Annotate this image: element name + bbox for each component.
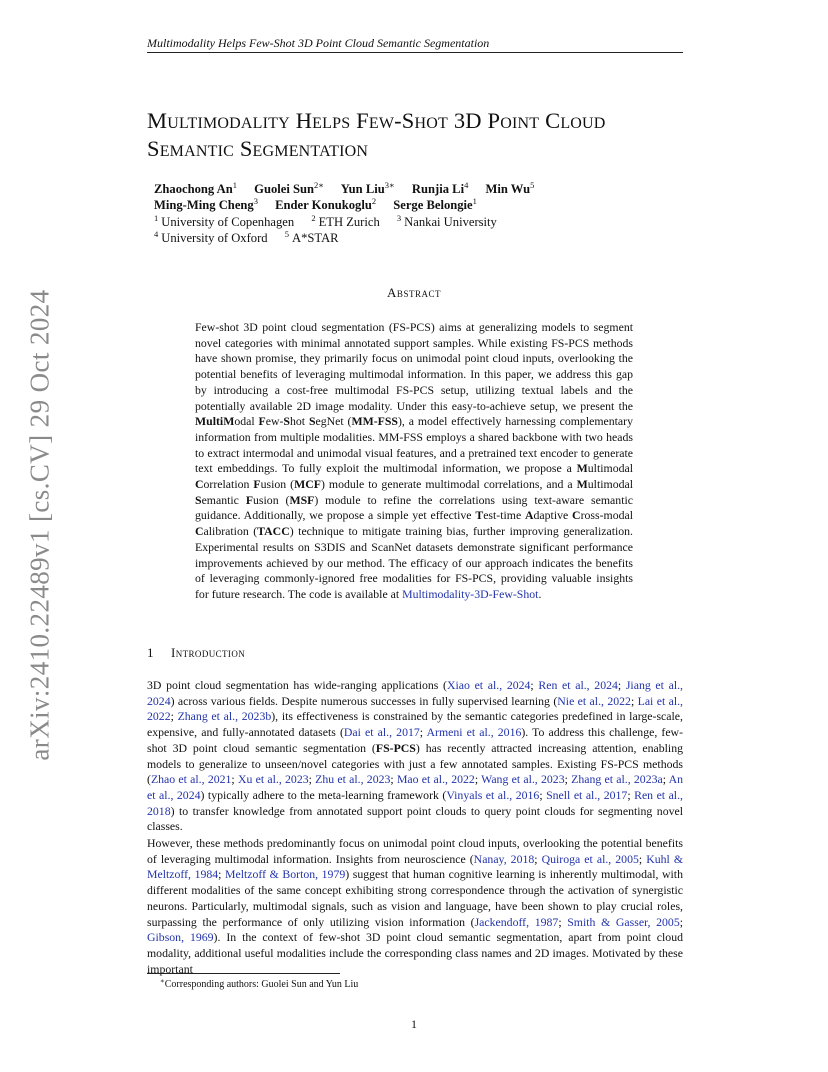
author: Runjia Li$^4$ (411, 180, 469, 196)
section-title: Introduction (171, 645, 246, 660)
citation-link[interactable]: Wang et al., 2023 (481, 772, 565, 787)
citation-link[interactable]: Vinyals et al., 2016 (446, 787, 540, 802)
citation-link[interactable]: Smith & Gasser, 2005 (567, 914, 680, 929)
affiliation-row-1 (154, 214, 511, 230)
citation-link[interactable]: Jackendoff, 1987 (474, 914, 559, 929)
section-number: 1 (147, 645, 154, 660)
abstract-body: Few-shot 3D point cloud segmentation (FS-PCS) aims at generalizing models to segment novel categories with minimal annotated support samples. While existing FS-PCS methods have shown promise, they primarily focus on unimodal point cloud inputs, overlooking the potential benefits of leveraging multimodal information. In this paper, we address this gap by introducing a cost-free multimodal FS-PCS setup, utilizing textual labels and the potentially available 2D image modality. Under this easy-to-achieve setup, we present the MultiModal Few-Shot SegNet (MM-FSS), a model effectively harnessing complementary information from multiple modalities. MM-FSS employs a shared backbone with two heads to extract intermodal and unimodal visual features, and a pretrained text encoder to generate text embeddings. To fully exploit the multimodal information, we propose a Multimodal Correlation Fusion (MCF) module to generate multimodal correlations, and a Multimodal Semantic Fusion (MSF) module to refine the correlations using text-aware semantic guidance. Additionally, we propose a simple yet effective Test-time Adaptive Cross-modal Calibration (TACC) technique to mitigate training bias, further improving generalization. Experimental results on S3DIS and ScanNet datasets demonstrate significant performance improvements achieved by our method. The efficacy of our approach indicates the benefits of leveraging commonly-ignored free modalities for FS-PCS, providing valuable insights for future research. The code is available at Multimodality-3D-Few-Shot. (195, 320, 634, 601)
citation-link[interactable]: Lai et al., 2022 (147, 693, 684, 724)
title-line-2: Semantic Segmentation (147, 136, 369, 161)
citation-link[interactable]: Nie et al., 2022 (557, 693, 631, 708)
citation-link[interactable]: Quiroga et al., 2005 (541, 851, 639, 866)
citation-link[interactable]: Dai et al., 2017 (343, 725, 420, 740)
header-rule (147, 52, 683, 53)
author: Ming-Ming Cheng$^3$ (154, 196, 258, 212)
arxiv-stamp[interactable]: arXiv:2410.22489v1 [cs.CV] 29 Oct 2024 (24, 289, 55, 761)
author-list (154, 181, 548, 213)
citation-link[interactable]: Nanay, 2018 (473, 851, 535, 866)
code-link[interactable]: Multimodality-3D-Few-Shot (402, 586, 539, 601)
author: Ender Konukoglu$^2$ (275, 196, 377, 212)
author: Min Wu$^5$ (485, 180, 535, 196)
citation-link[interactable]: Snell et al., 2017 (546, 787, 628, 802)
citation-link[interactable]: Kuhl & Meltzoff, 1984 (147, 851, 683, 882)
footnote-mark: ∗ (160, 977, 165, 985)
citation-link[interactable]: Armeni et al., 2016 (426, 725, 522, 740)
citation-link[interactable]: Ren et al., 2018 (147, 787, 683, 818)
citation-link[interactable]: Zhang et al., 2023b (177, 709, 272, 724)
page-number: 1 (411, 1017, 417, 1031)
citation-link[interactable]: Gibson, 1969 (147, 930, 214, 945)
citation-link[interactable]: Zhao et al., 2021 (150, 772, 232, 787)
affiliation: $^3$ Nankai University (396, 213, 497, 229)
citation-link[interactable]: An et al., 2024 (147, 772, 684, 802)
intro-paragraph-1: 3D point cloud segmentation has wide-ranging applications (Xiao et al., 2024; Ren et al., 2024; Jiang et al., 2024) across various fields. Despite numerous successes in fully supervised learning (Nie et al., 2022; Lai et al., 2022; Zhang et al., 2023b), its effectiveness is constrained by the semantic categories predefined in large-scale, expensive, and fully-annotated datasets (Dai et al., 2017; Armeni et al., 2016). To address this challenge, few-shot 3D point cloud semantic segmentation (FS-PCS) has recently attracted increasing attention, enabling models to generalize to unseen/novel categories with just a few annotated samples. Existing FS-PCS methods (Zhao et al., 2021; Xu et al., 2023; Zhu et al., 2023; Mao et al., 2022; Wang et al., 2023; Zhang et al., 2023a; An et al., 2024) typically adhere to the meta-learning framework (Vinyals et al., 2016; Snell et al., 2017; Ren et al., 2018) to transfer knowledge from annotated support point clouds to query point clouds for segmenting novel classes. (147, 678, 684, 834)
affiliation-row-2 (154, 230, 511, 246)
author: Serge Belongie$^1$ (393, 196, 477, 212)
running-header: Multimodality Helps Few-Shot 3D Point Cloud Semantic Segmentation (147, 36, 490, 50)
citation-link[interactable]: Mao et al., 2022 (396, 772, 475, 787)
author: Zhaochong An$^1$ (154, 180, 237, 196)
affiliation: $^1$ University of Copenhagen (154, 213, 295, 229)
author-row-1 (154, 181, 548, 197)
title-line-1: Multimodality Helps Few-Shot 3D Point Cloud (147, 108, 606, 133)
affiliation: $^2$ ETH Zurich (311, 213, 380, 229)
citation-link[interactable]: Zhu et al., 2023 (315, 772, 391, 787)
affiliation-list (154, 214, 511, 246)
citation-link[interactable]: Xiao et al., 2024 (446, 678, 531, 692)
section-heading (147, 645, 245, 661)
citation-link[interactable]: Xu et al., 2023 (237, 772, 309, 787)
citation-link[interactable]: Ren et al., 2024 (538, 678, 618, 692)
citation-link[interactable]: Jiang et al., 2024 (147, 678, 683, 708)
footnote (160, 979, 358, 990)
intro-paragraph-2: However, these methods predominantly focus on unimodal point cloud inputs, overlooking the potential benefits of leveraging multimodal information. Insights from neuroscience (Nanay, 2018; Quiroga et al., 2005; Kuhl & Meltzoff, 1984; Meltzoff & Borton, 1979) suggest that human cognitive learning is inherently multimodal, with different modalities of the same concept exhibiting strong correspondence through the activation of synergistic neurons. Particularly, multimodal signals, such as vision and language, have been shown to play crucial roles, surpassing the performance of only utilizing vision information (Jackendoff, 1987; Smith & Gasser, 2005; Gibson, 1969). In the context of few-shot 3D point cloud semantic segmentation, apart from point cloud modality, additional useful modalities include the corresponding class names and 2D images. Motivated by these important (147, 836, 684, 976)
footnote-text: Corresponding authors: Guolei Sun and Yun Liu (164, 979, 359, 990)
affiliation: $^4$ University of Oxford (154, 229, 268, 245)
author: Yun Liu$^{3∗}$ (340, 180, 395, 196)
abstract-heading: Abstract (387, 285, 441, 300)
paper-title (147, 107, 707, 163)
affiliation: $^5$ A*STAR (284, 229, 339, 245)
author-row-2 (154, 197, 548, 213)
citation-link[interactable]: Zhang et al., 2023a (571, 772, 663, 787)
footnote-rule (147, 973, 340, 974)
citation-link[interactable]: Meltzoff & Borton, 1979 (225, 867, 346, 882)
author: Guolei Sun$^{2∗}$ (254, 180, 325, 196)
